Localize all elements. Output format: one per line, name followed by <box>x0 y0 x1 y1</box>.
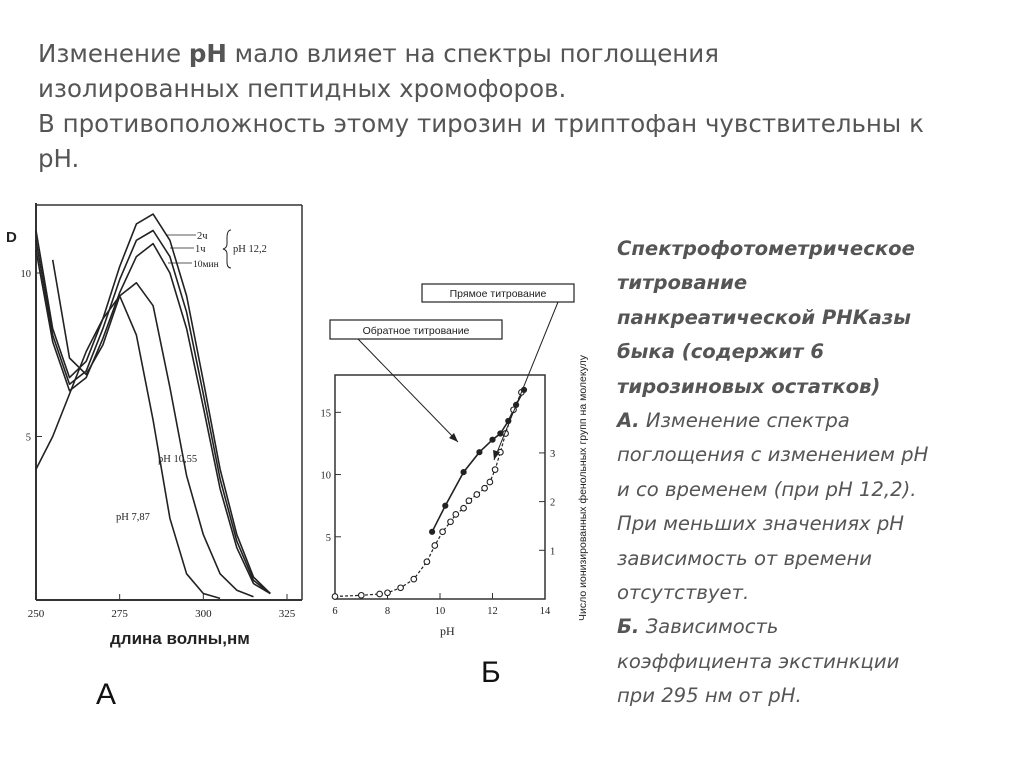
caption-a-line-2: поглощения с изменением pH <box>617 443 929 467</box>
title-line-3: В противоположность этому тирозин и триптофан чувствительны к <box>38 109 924 138</box>
chart-b-point-reverse <box>453 512 459 518</box>
chart-a-xtick-label: 250 <box>27 608 45 620</box>
caption-heading-1: Спектрофотометрическое <box>617 237 915 260</box>
caption-heading-5: тирозиновых остатков) <box>617 374 881 398</box>
chart-b-point-forward <box>498 431 503 436</box>
chart-a-xlabel: длина волны,нм <box>110 629 250 648</box>
caption-b-text: Зависимость <box>639 615 779 639</box>
chart-a-annotation-ph1055: pH 10,55 <box>158 454 198 465</box>
title-bold-ph: pH <box>188 39 227 68</box>
chart-a-spectra <box>0 0 320 660</box>
chart-b-xlabel: pH <box>440 624 455 638</box>
chart-b-xtick-label: 12 <box>487 606 498 617</box>
chart-b-y2tick-label: 3 <box>550 448 556 460</box>
chart-b-point-reverse <box>461 505 467 511</box>
chart-b-point-reverse <box>377 591 383 597</box>
chart-b-point-reverse <box>398 585 404 591</box>
chart-b-point-reverse <box>448 519 454 525</box>
chart-b-point-forward <box>461 470 466 475</box>
legend-forward: Прямое титрование <box>449 288 547 300</box>
chart-b-y2tick-label: 1 <box>550 546 556 558</box>
chart-b-point-reverse <box>359 593 365 599</box>
title-line-2: изолированных пептидных хромофоров. <box>38 74 567 103</box>
chart-b-point-forward <box>443 503 448 508</box>
legend-reverse: Обратное титрование <box>362 325 470 337</box>
title-text: Изменение <box>38 39 189 68</box>
chart-b-point-reverse <box>411 576 417 582</box>
chart-b-titration <box>310 270 610 650</box>
panel-label-a: А <box>96 678 117 711</box>
chart-b-point-reverse <box>487 479 493 485</box>
chart-a-annotation-2h: 2ч <box>197 231 208 242</box>
chart-b-xtick-label: 10 <box>434 606 446 617</box>
chart-a-ylabel: D <box>6 229 17 246</box>
chart-a-annotation-1h: 1ч <box>195 244 206 255</box>
chart-a-annotation-10min: 10мин <box>193 260 219 270</box>
chart-b-ytick-label: 10 <box>320 470 331 482</box>
chart-b-point-reverse <box>424 559 430 565</box>
chart-a-xtick-label: 325 <box>278 608 296 620</box>
caption-a-line-3: и со временем (при pH 12,2). <box>617 477 917 501</box>
caption-b-line-1 <box>617 610 1009 644</box>
chart-b-y2tick-label: 2 <box>550 497 556 509</box>
caption-a-text: Изменение спектра <box>639 409 850 433</box>
chart-b-point-reverse <box>492 467 498 473</box>
chart-b-point-reverse <box>440 529 446 535</box>
figure-caption <box>617 232 1009 714</box>
chart-a-xtick-label: 275 <box>111 608 128 620</box>
chart-b-ylabel-right: Число ионизированных фенольных групп на молекулу <box>577 355 589 621</box>
chart-b-point-forward <box>477 450 482 455</box>
chart-b-point-reverse <box>432 543 438 549</box>
caption-a-line-1 <box>617 404 1009 438</box>
chart-b-xtick-label: 14 <box>539 606 551 617</box>
caption-heading-4: быка (содержит 6 <box>617 340 824 364</box>
chart-b-ytick-label: 15 <box>320 408 331 420</box>
title-line-4: pH. <box>38 144 80 173</box>
chart-b-series-forward-line <box>432 390 524 532</box>
chart-b-point-reverse <box>482 485 488 491</box>
chart-a-series-ph-10-55 <box>53 260 254 597</box>
caption-a-label: А. <box>617 409 640 433</box>
chart-b-point-forward <box>490 437 495 442</box>
caption-heading-2: титрование <box>617 271 748 295</box>
chart-a-ytick-label: 5 <box>25 432 31 444</box>
chart-b-point-reverse <box>466 498 472 504</box>
chart-a-xtick-label: 300 <box>195 608 212 620</box>
chart-a-ytick-label: 10 <box>20 269 31 280</box>
caption-a-line-4: При меньших значениях pH <box>617 512 905 536</box>
caption-b-line-3: при 295 нм от pH. <box>617 684 802 708</box>
chart-b-xtick-label: 6 <box>332 606 338 617</box>
caption-a-line-6: отсутствует. <box>617 581 750 605</box>
chart-b-point-reverse <box>332 594 338 600</box>
chart-a-annotation-ph122: pH 12,2 <box>233 244 267 255</box>
chart-b-point-reverse <box>385 590 391 596</box>
panel-label-b: Б <box>481 656 501 689</box>
chart-b-ytick-label: 5 <box>325 532 331 544</box>
legend-arrow-reverse <box>358 339 458 442</box>
caption-heading-3: панкреатической РНКазы <box>617 305 911 329</box>
caption-b-line-2: коэффициента экстинкции <box>617 649 900 673</box>
chart-b-series-reverse-line <box>335 392 521 596</box>
caption-b-label: Б. <box>617 615 640 639</box>
chart-a-annotation-ph787: pH 7,87 <box>116 512 150 523</box>
chart-b-point-reverse <box>474 492 480 498</box>
caption-a-line-5: зависимость от времени <box>617 546 872 570</box>
title-text: мало влияет на спектры поглощения <box>226 39 719 68</box>
chart-b-point-forward <box>430 529 435 534</box>
chart-b-xtick-label: 8 <box>384 606 391 617</box>
legend-arrow-forward <box>494 302 558 460</box>
chart-a-brace <box>223 230 231 268</box>
